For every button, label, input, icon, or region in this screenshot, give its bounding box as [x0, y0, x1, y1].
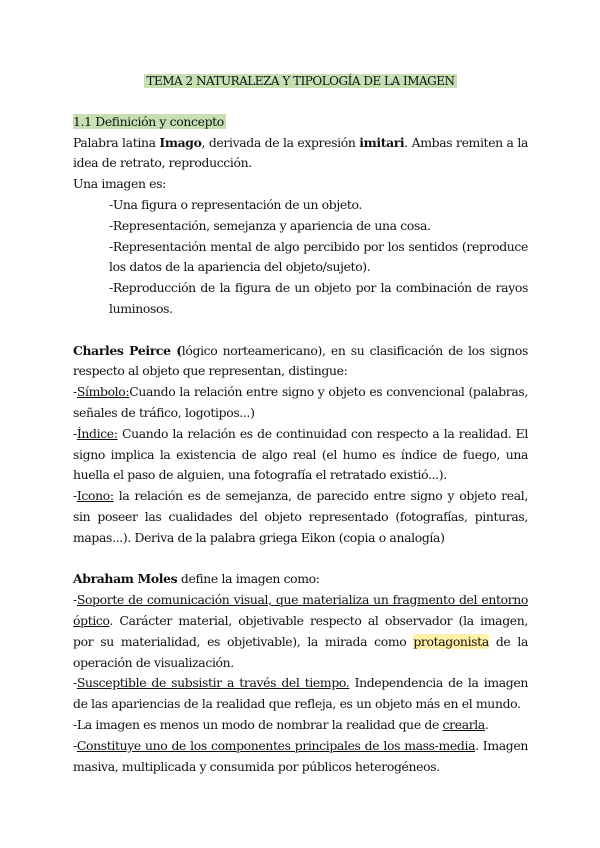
term-imago: Imago [159, 134, 202, 150]
peirce-icono: -Icono: la relación es de semejanza, de parecido entre signo y objeto real, sin poseer las cualidades del objeto representado (fotografías, pinturas, mapas...). Deriva de la palabra griega Eikon (copia o analogía) [73, 488, 528, 545]
list-item: -Representación mental de algo percibido por los sentidos (reproduce los datos de la apariencia del objeto/sujeto). [109, 238, 528, 275]
moles-point-4-underlined: Constituye uno de los componentes principales de los mass-media [76, 737, 476, 753]
peirce-name: Charles Peirce ( [73, 342, 182, 358]
intro-text-3: . Ambas remiten a la idea de retrato, reproducción. [73, 134, 528, 171]
simbolo-label: Símbolo: [76, 384, 130, 400]
peirce-desc: lógico norteamericano), en su clasificación de los signos respecto al objeto que representan, distingue: [73, 342, 528, 379]
document-content [73, 71, 528, 777]
indice-text: Cuando la relación es de continuidad con respecto a la realidad. El signo implica la existencia de algo real (el humo es índice de fuego, una huella el paso de alguien, una fotografía el retratado existió...). [73, 425, 528, 483]
icono-text: la relación es de semejanza, de parecido entre signo y objeto real, sin poseer las cualidades del objeto representado (fotografías, pinturas, mapas...). Deriva de la palabra griega Eikon (copia o analogía) [73, 488, 528, 545]
moles-point-3-text: -La imagen es menos un modo de nombrar la realidad que de [73, 716, 443, 732]
moles-point-3 [73, 715, 528, 736]
moles-point-1: -Soporte de comunicación visual, que materializa un fragmento del entorno óptico. Carácter material, objetivable respecto al observador (la imagen, por su materialidad, es objetivable), la mirada como protagonista de la operación de visualización. [73, 592, 528, 670]
moles-intro [73, 569, 528, 590]
section-heading [73, 112, 528, 133]
intro-text-1: Palabra latina [73, 134, 160, 150]
moles-point-2-underlined: Susceptible de subsistir a través del tiempo. [76, 675, 350, 691]
moles-point-4: -Constituye uno de los componentes principales de los mass-media. Imagen masiva, multiplicada y consumida por públicos heterogéneos. [73, 737, 528, 774]
moles-name: Abraham Moles [73, 571, 178, 587]
list-item: -Reproducción de la figura de un objeto por la combinación de rayos luminosos. [109, 280, 528, 316]
peirce-intro [73, 341, 528, 383]
title-block [73, 71, 528, 92]
indice-label: Índice: [76, 425, 118, 441]
moles-intro-text: define la imagen como: [177, 571, 320, 587]
list-item: -Una figura o representación de un objeto. [109, 196, 362, 212]
moles-point-4-text: . Imagen masiva, multiplicada y consumida por públicos heterogéneos. [73, 737, 528, 774]
moles-point-1-underlined: Soporte de comunicación visual, que materializa un fragmento del entorno óptico [73, 592, 528, 628]
peirce-simbolo: -Símbolo:Cuando la relación entre signo y objeto es convencional (palabras, señales de tráfico, logotipos...) [73, 384, 528, 420]
peirce-indice: -Índice: Cuando la relación es de continuidad con respecto a la realidad. El signo implica la existencia de algo real (el humo es índice de fuego, una huella el paso de alguien, una fotografía el retratado existió...). [73, 425, 528, 483]
icono-label: Icono: [76, 488, 114, 504]
list-item: -Representación, semejanza y apariencia de una cosa. [109, 217, 431, 233]
moles-point-3-end: . [484, 716, 489, 732]
moles-point-2-text: Independencia de la imagen de las apariencias de la realidad que refleja, es un objeto más en el mundo. [73, 675, 528, 712]
moles-point-1-end: de la operación de visualización. [73, 633, 528, 670]
term-imitari: imitari [359, 134, 405, 150]
simbolo-text: Cuando la relación entre signo y objeto es convencional (palabras, señales de tráfico, logotipos...) [73, 384, 528, 420]
intro-text-2: , derivada de la expresión [201, 134, 360, 150]
section-heading-text: 1.1 Definición y concepto [73, 113, 224, 129]
page-title: TEMA 2 NATURALEZA Y TIPOLOGÍA DE LA IMAGEN [146, 74, 455, 88]
list-intro: Una imagen es: [73, 176, 166, 192]
highlight-protagonista: protagonista [413, 633, 489, 649]
moles-point-1-text: . Carácter material, objetivable respecto al observador (la imagen, por su materialidad, es objetivable), la mirada como [73, 612, 528, 649]
moles-point-2: -Susceptible de subsistir a través del tiempo. Independencia de la imagen de las apariencias de la realidad que refleja, es un objeto más en el mundo. [73, 675, 528, 712]
moles-point-3-underlined: crearla [442, 716, 485, 732]
intro-paragraph [73, 133, 528, 175]
